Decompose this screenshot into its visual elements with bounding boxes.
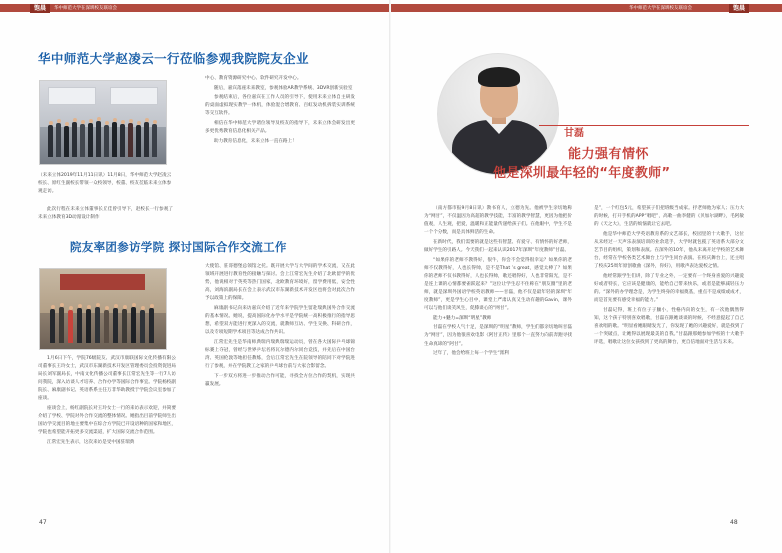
magazine-logo: 饱晨 — [30, 4, 50, 13]
article1-column-1 — [38, 206, 173, 224]
page-number: 48 — [730, 519, 738, 526]
feature-subtitle-2: 他是深圳最年轻的“年度教师” — [493, 166, 671, 181]
paragraph: 下一步双方将进一步推动合作可能，寻找全方位合作的契机，实现共赢发展。 — [205, 373, 355, 387]
section-heading: 能力+魅力=深圳“明星”教师 — [433, 315, 492, 321]
paragraph: 座谈会上，杨红副院长对王玲女士一行的来访表示欢迎，并简要介绍了学校、学院对外合作交流的整体情况。她指出目前学院师生出国访学交流目的地主要集中在综合方学院已开设语种的国家和地区，学院也希望能开拓更多交流渠道，扩大国际交流合作范围。 — [38, 406, 176, 436]
paragraph: 随后，嘉宾落座未来教室，参观体验AR教学系统、3DVR创新实验室 — [214, 85, 353, 91]
paragraph: 他是华中师范大学英语教育系的文艺部长，校园里的十大歌手，这位从未经过一天声乐表演培训的业余选手，大学时就包揽了英语系大部分文艺节目的组织，策划和表演。在深外的10年，他从未离开过学校的艺术舞台，经常在学校各类艺术舞台上与学生同台表演。在校庆舞台上，还主唱了校庆25周年原创歌曲《深外，你好》，用歌声表达爱校之情。 — [594, 231, 744, 270]
paragraph: 助力教育信息化，未来立体一直在路上！ — [214, 138, 297, 144]
magazine-logo: 饱晨 — [729, 4, 749, 13]
paragraph: 是”，一个红包5元，希望孩子们把班级当成家。抒老师他为家人；压力大的时候，打开手机的APP“唱吧”，高歌一曲李健的《贝加尔湖畔》，毛阿敏的《天之大》，生活的烦恼就让它去吧。 — [594, 206, 744, 228]
paragraph: 江常宏先生是华南师典瑞内瑞典瑞瑞运动员，曾在各大国际乒乓球锦标赛上夺冠，曾经与世界乒坛名将瓦尔德内尔同台竞技，并先后在中国台湾、英国伦敦等地担任教练，会后江常宏先生在院领导的陪同下对学院进行了参观，并在学院教工之家的乒乓球台前与大家合影留念。 — [205, 339, 355, 370]
article2-column-2 — [205, 263, 355, 390]
paragraph: 1月6日下午，学院76级院友、武汉市康联国际文化传播有限公司董事长王玲女士，武汉市东湖新技术开发区管理委员会投资促进局局长刘军副局长，中南文化传播公司董事长江常宏先生等一行7人访问我院，深入访谈人才培养、合作办学等国际合作事宜。学院杨校副院长、麻康副书记、英语系系主任万非华助教授于学院会议室参加了座谈。 — [38, 356, 176, 402]
header-bar — [391, 4, 782, 12]
feature-name: 甘磊 — [564, 128, 584, 139]
paragraph: 参观结束后，各位嘉宾在工作人员的引导下，使用未来立体自主研发的桌面虚拟现实教学一体机，体验混合增教育、百虹发动机拆装实训系统等交互软件。 — [205, 95, 355, 117]
paragraph: 过年了，他会给班上每一个学生“派利 — [433, 351, 509, 357]
running-head: 华中师范大学在深圳校友联谊会 — [54, 6, 117, 11]
paragraph: 他经常跟学生们讲，除了专业之外，一定要有一个终身喜爱的兴趣爱好或者特长，它应该是健康的，能给自己带来快乐，或者是能够减轻压力的。“深外的办学理念是，为学生终身的幸福奠基，重点不是成绩或成才，而是首先要有感受幸福的能力。” — [594, 273, 744, 304]
feature-subtitle-1: 能力强有情怀 — [568, 147, 650, 162]
group-photo-1 — [39, 80, 167, 165]
paragraph: 相信在华中师范大学诸位领导及校友的指导下，未来立体会研发出更多更优秀教育信息化相关产品。 — [205, 120, 355, 135]
article2-title: 院友率团参访学院 探讨国际合作交流工作 — [70, 240, 287, 254]
feature-column-1 — [424, 205, 572, 360]
paragraph: （南方都市报9月8日讯）教书育人，立德为先。他被学生亲切地称为“网甘”，不仅温因为高超的教学技能，丰富的教学智慧，更因为他把价值观，人生观，把爱，温暖和正能量传递给孩子们。在他眼中，学生不是一个个分数，而是具体鲜活的生命。 — [424, 206, 572, 236]
running-head: 华中师范大学在深圳校友联谊会 — [629, 6, 692, 11]
paragraph: 江常宏先生表示，这次来访是受中国驻瑞典 — [47, 439, 135, 445]
paragraph: 在新时代，我们需要的就是这些有智慧、有爱守、有情怀的好老师，做好学生的引路人。今天我们一起来认识2017年深圳“年度教师”甘磊。 — [424, 239, 572, 253]
article1-title: 华中师范大学赵凌云一行莅临参观我院院友企业 — [38, 51, 309, 66]
article1-column-2 — [205, 75, 355, 147]
article2-column-1 — [38, 355, 176, 449]
paragraph: “如果你的老师不教得好，很牛，你会不会觉得很幸运？如果你的老师不仅教得好，人也长得帅，是不是That ’s great，感觉太棒了？如果你的老师不仅书教得好，人也长得帅，歌还唱得好，人也非常阳光，是不是连上课的心情都要雀跃起来？”这位让学生忍不住称在“朋友圈”里的老师，就是深圳外国语学校英语教师——甘磊，他不仅是最年轻的深圳“年度教师”，更是学生心目中，课堂上严肃认真又生动有趣的Gavin，课外可以与他们谈笑风生，促膝谈心的“网甘”。 — [424, 257, 572, 312]
paragraph: 中心、教育资源研究中心、软件研究开发中心。 — [205, 76, 302, 81]
right-page — [391, 0, 782, 553]
page-number: 47 — [39, 519, 47, 526]
paragraph: 此次行程在未来立体董事长丘佳曾引导下，赵校长一行参观了未来立体教育3D动漫设计制作 — [38, 207, 173, 221]
feature-column-2 — [594, 205, 744, 349]
photo-caption: （未来立体2019年11月11日讯）11月8日，华中师范大学赵凌云校长、原红生副校长带领一众校领导，校董、校友莅临未来立体参观走访。 — [38, 173, 172, 194]
paragraph: 甘磊记得，班上有位子子腼小，性格内向的女生，有一次他偶然得知，这个孩子特别喜欢唱歌，甘磊在跟她谈谈的时候，不经意提起了自己喜欢唱的歌。“明显看她眼睛发光了，你发现了她的兴趣爱好，就是找到了一个突破点，让她得以展现最美的自我。”甘磊跟那她参加学校的十大歌手评选，唱歌让这位女孩找到了更高的舞台，更自信地面对生活与未来。 — [594, 307, 744, 345]
paragraph: 麻康副书记向来访嘉宾介绍了近年来学院学生留赴瑞典国外合作交流的基本情况。她说，提高国际化办学水平是学院统一高积极推行的指导思想，希望双方能进行更深入的交流，就教师互访、学生交换、科研合作，以及专项短期学术项目等达成合作共识。 — [205, 305, 355, 336]
paragraph: 大使馆、驻哥德堡总领馆之托。既开展大学与大学间的学术交流，又在此领域开展进行教育性的接触与探讨。会上江常宏先生介绍了北欧留学的优势，他说相对于英英等热门国家，北欧教育环境好，留学费用低，安全性高，刘海滨副局长在会上表示武汉市东湖新技术开发区也将会对此次合作予以政策上的保障。 — [205, 264, 355, 302]
paragraph: 甘磊在学校人气十足，是深圳的“明星”教师，学生们都亲切地叫甘磊为“网甘”，因为他很喜欢电影《阿甘正传》里那个一直努力向前奔跑寻找生命真谛的“阿甘”。 — [424, 325, 572, 347]
group-photo-2 — [39, 268, 167, 350]
teacher-portrait — [437, 53, 559, 175]
